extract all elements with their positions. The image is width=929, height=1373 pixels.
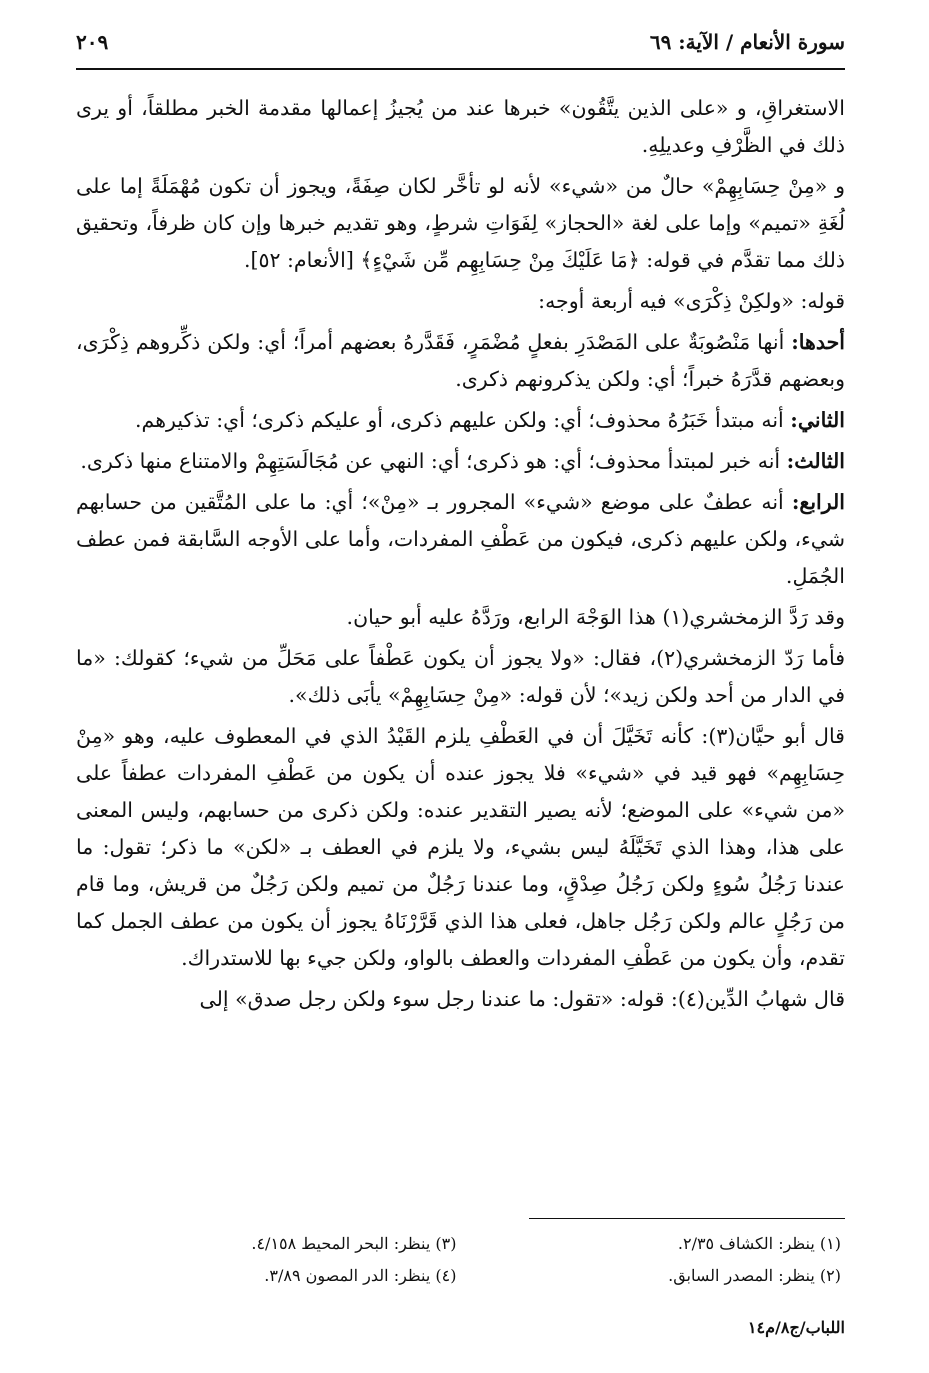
paragraph-lead: أحدها: [791, 330, 845, 354]
paragraph-text: قوله: «ولكِنْ ذِكْرَى» فيه أربعة أوجه: [538, 289, 845, 313]
footnote-4: (٤) ينظر: الدر المصون ٣/٨٩. [264, 1266, 457, 1285]
footnotes [76, 1228, 845, 1292]
paragraph-text: قال شهابُ الدِّين(٤): قوله: «تقول: ما عندنا رجل سوء ولكن رجل صدق» إلى [199, 987, 845, 1011]
paragraph-text: أنها مَنْصُوبَةٌ على المَصْدَرِ بفعلٍ مُضْمَرٍ، فَقَدَّرهُ بعضهم أمراً؛ أي: ولكن ذكِّروهم ذِكْرَى، وبعضهم قدَّرَهُ خبراً؛ أي: ولكن يذكرونهم ذكرى. [76, 330, 845, 391]
footnote-row [76, 1228, 845, 1260]
paragraph [76, 443, 845, 480]
paragraph [76, 283, 845, 320]
paragraph [76, 324, 845, 398]
paragraph [76, 599, 845, 636]
paragraph [76, 981, 845, 1018]
paragraph [76, 484, 845, 595]
paragraph [76, 90, 845, 164]
paragraph-text: و «مِنْ حِسَابِهِمْ» حالٌ من «شيء» لأنه لو تأخَّر لكان صِفَةً، ويجوز أن تكون مُهْمَلَةً إما على لُغَةِ «تميم» وإما على لغة «الحجاز» لِفَوَاتِ شرطٍ، وهو تقديم خبرها وإن كان ظرفاً، وتحقيق ذلك مما تقدَّم في قوله: ﴿مَا عَلَيْكَ مِنْ حِسَابِهِم مِّن شَيْءٍ﴾ [الأنعام: ٥٢]. [76, 174, 845, 272]
footnote-row [76, 1260, 845, 1292]
page-number: ٢٠٩ [76, 30, 109, 54]
paragraph-text: أنه مبتدأ خَبَرُهُ محذوف؛ أي: ولكن عليهم ذكرى، أو عليكم ذكرى؛ أي: تذكيرهم. [135, 408, 784, 432]
paragraph-text: أنه عطفٌ على موضع «شيء» المجرور بـ «مِنْ»؛ أي: ما على المُتَّقين من حسابهم شيء، ولكن عليهم ذكرى، فيكون من عَطْفِ المفردات، وأما على الأوجه السَّابقة فمن عطف الجُمَلِ. [76, 490, 845, 588]
page-header [76, 24, 845, 70]
footnote-3: (٣) ينظر: البحر المحيط ٤/١٥٨. [251, 1234, 457, 1253]
volume-signature: اللباب/ج٨/م١٤ [747, 1318, 845, 1337]
paragraph-lead: الثالث: [786, 449, 845, 473]
paragraph-text: وقد رَدَّ الزمخشري(١) هذا الوَجْهَ الرابع، ورَدَّهُ عليه أبو حيان. [346, 605, 845, 629]
paragraph-text: الاستغراقِ، و «على الذين يتَّقُون» خبرها عند من يُجيزُ إعمالها مقدمة الخبر مطلقاً، أو يرى ذلك في الظَّرْفِ وعديلِهِ. [76, 96, 845, 157]
main-text [76, 90, 845, 1022]
footnote-1: (١) ينظر: الكشاف ٢/٣٥. [677, 1234, 841, 1253]
running-title: سورة الأنعام / الآية: ٦٩ [649, 30, 845, 54]
footnote-2: (٢) ينظر: المصدر السابق. [668, 1266, 841, 1285]
paragraph-lead: الثاني: [790, 408, 845, 432]
paragraph [76, 402, 845, 439]
paragraph-text: فأما رَدّ الزمخشري(٢)، فقال: «ولا يجوز أن يكون عَطْفاً على مَحَلِّ من شيء؛ كقولك: «ما في الدار من أحد ولكن زيد»؛ لأن قوله: «مِنْ حِسَابِهِمْ» يأبَى ذلك». [76, 646, 845, 707]
paragraph [76, 640, 845, 714]
paragraph [76, 718, 845, 977]
paragraph-lead: الرابع: [791, 490, 845, 514]
paragraph [76, 168, 845, 279]
paragraph-text: قال أبو حيَّان(٣): كأنه تَخَيَّلَ أن في العَطْفِ يلزم القَيْدُ الذي في المعطوف عليه، وهو «مِنْ حِسَابِهِم» فهو قيد في «شيء» فلا يجوز عنده أن يكون من عَطْفِ المفردات عطفاً على «من شيء» على الموضع؛ لأنه يصير التقدير عنده: ولكن ذكرى من حسابهم، وليس المعنى على هذا، وهذا الذي تَخَيَّلَهُ ليس بشيء، ولا يلزم في العطف بـ «لكن» ما ذكر؛ تقول: ما عندنا رَجُلُ سُوءٍ ولكن رَجُلُ صِدْقٍ، وما عندنا رَجُلٌ من تميم ولكن رَجُلٌ من قريش، وما قام من رَجُلٍ عالم ولكن رَجُل جاهل، فعلى هذا الذي قَرَّرْنَاهُ يجوز أن يكون من عطف الجمل كما تقدم، وأن يكون من عَطْفِ المفردات والعطف بالواو، ولكن جيء بها للاستدراك. [76, 724, 845, 970]
paragraph-text: أنه خبر لمبتدأ محذوف؛ أي: هو ذكرى؛ أي: النهي عن مُجَالَسَتِهِمْ والامتناع منها ذكرى. [80, 449, 781, 473]
footnote-separator [529, 1218, 845, 1219]
